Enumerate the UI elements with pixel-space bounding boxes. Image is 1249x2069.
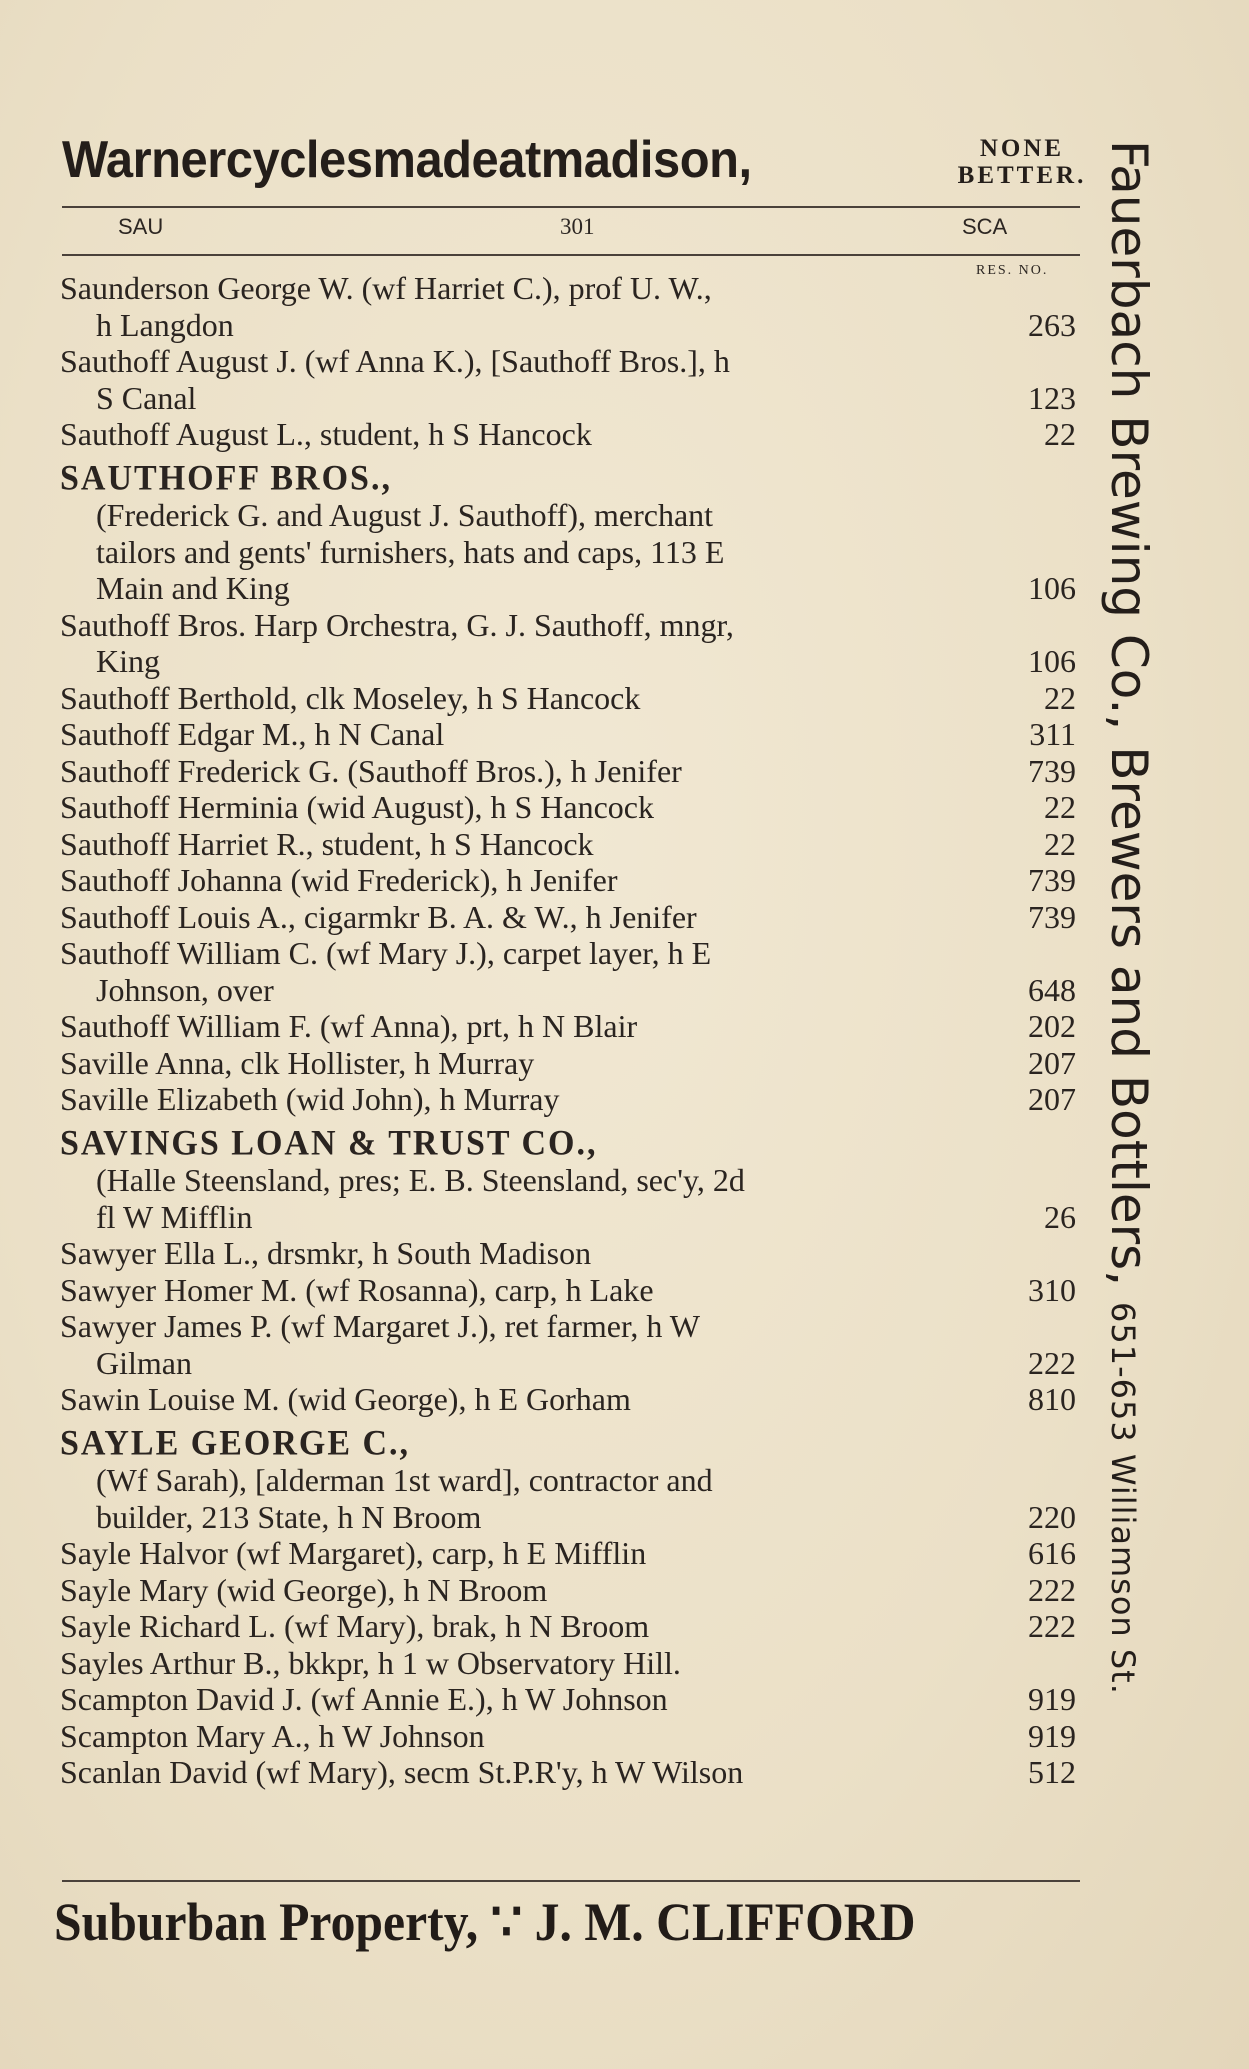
entry-text: Sayle Richard L. (wf Mary), brak, h N Broom bbox=[60, 1608, 650, 1644]
entry-text: SAUTHOFF BROS., bbox=[60, 458, 392, 498]
entry-text: Sauthoff Harriet R., student, h S Hancock bbox=[60, 825, 594, 862]
residence-number: 919 bbox=[1028, 1717, 1076, 1754]
residence-number: 616 bbox=[1028, 1535, 1076, 1571]
directory-entry-line bbox=[60, 643, 1080, 680]
entry-text: Sayle Halvor (wf Margaret), carp, h E Mifflin bbox=[60, 1535, 647, 1571]
entry-text: Sauthoff Louis A., cigarmkr B. A. & W., h Jenifer bbox=[60, 898, 697, 935]
top-ad-text: Warnercyclesmadeatmadison, bbox=[62, 131, 752, 189]
running-head-left: SAU bbox=[118, 214, 164, 239]
entry-text: S Canal bbox=[96, 379, 197, 416]
residence-number: 739 bbox=[1028, 752, 1076, 789]
residence-number: 106 bbox=[1028, 643, 1076, 679]
directory-entry-line bbox=[60, 1008, 1080, 1045]
entry-text: Johnson, over bbox=[96, 971, 274, 1008]
entry-text: Sauthoff August J. (wf Anna K.), [Sauthoff Bros.], h bbox=[60, 343, 730, 379]
entry-text: Sauthoff Frederick G. (Sauthoff Bros.), h Jenifer bbox=[60, 752, 682, 789]
residence-number: 648 bbox=[1028, 971, 1076, 1008]
directory-entry-line bbox=[60, 497, 1080, 534]
entry-text: Sauthoff Berthold, clk Moseley, h S Hancock bbox=[60, 679, 641, 716]
residence-number: 919 bbox=[1028, 1681, 1076, 1717]
directory-entry-line bbox=[60, 307, 1080, 344]
directory-entry-line bbox=[60, 1645, 1080, 1682]
entry-text: tailors and gents' furnishers, hats and caps, 113 E bbox=[96, 533, 725, 570]
directory-entry-line bbox=[60, 789, 1080, 826]
bottom-advertisement: Suburban Property, ∵ J. M. CLIFFORD bbox=[54, 1892, 916, 1952]
directory-entry-line bbox=[60, 1535, 1080, 1572]
directory-entry-line bbox=[60, 343, 1080, 380]
entry-text: Sauthoff Edgar M., h N Canal bbox=[60, 716, 445, 752]
directory-entry-line bbox=[60, 862, 1080, 899]
residence-number: 123 bbox=[1028, 379, 1076, 416]
footer-rule bbox=[62, 1880, 1080, 1882]
residence-number: 310 bbox=[1028, 1271, 1076, 1308]
directory-entry-line bbox=[60, 1345, 1080, 1382]
entry-text: (Halle Steensland, pres; E. B. Steensland, sec'y, 2d bbox=[96, 1162, 745, 1198]
entry-text: Sauthoff William C. (wf Mary J.), carpet layer, h E bbox=[60, 935, 712, 971]
entry-text: Sauthoff August L., student, h S Hancock bbox=[60, 416, 592, 452]
directory-entry-line bbox=[60, 1754, 1080, 1791]
entry-text: Saville Anna, clk Hollister, h Murray bbox=[60, 1044, 535, 1081]
entry-text: Scampton David J. (wf Annie E.), h W Johnson bbox=[60, 1681, 668, 1717]
directory-entry-line bbox=[60, 680, 1080, 717]
entry-text: builder, 213 State, h N Broom bbox=[96, 1498, 482, 1535]
residence-number: 512 bbox=[1028, 1754, 1076, 1790]
directory-entry-line bbox=[60, 1572, 1080, 1609]
directory-entry-line bbox=[60, 1608, 1080, 1645]
residence-number: 22 bbox=[1044, 789, 1076, 825]
residence-number: 22 bbox=[1044, 416, 1076, 452]
side-advertisement bbox=[1098, 140, 1158, 1980]
residence-number: 222 bbox=[1028, 1608, 1076, 1644]
top-advertisement bbox=[62, 130, 1087, 200]
directory-entry-line bbox=[60, 1308, 1080, 1345]
directory-entry-line bbox=[60, 534, 1080, 571]
directory-entry-line bbox=[60, 899, 1080, 936]
page-number: 301 bbox=[560, 214, 595, 239]
entry-text: Sauthoff Herminia (wid August), h S Hancock bbox=[60, 789, 654, 825]
entry-text: fl W Mifflin bbox=[96, 1198, 253, 1235]
directory-entry-line bbox=[60, 1162, 1080, 1199]
entry-text: SAYLE GEORGE C., bbox=[60, 1423, 411, 1463]
entry-text: Sayle Mary (wid George), h N Broom bbox=[60, 1571, 548, 1608]
header-rule-top bbox=[62, 206, 1080, 208]
directory-entry-line bbox=[60, 1681, 1080, 1718]
directory-entry-line bbox=[60, 1272, 1080, 1309]
directory-entry-line bbox=[60, 380, 1080, 417]
entry-text: h Langdon bbox=[96, 306, 234, 343]
residence-number: 22 bbox=[1044, 825, 1076, 862]
residence-number: 207 bbox=[1028, 1044, 1076, 1081]
directory-entry-line bbox=[60, 570, 1080, 607]
entry-text: Gilman bbox=[96, 1344, 192, 1381]
side-ad-name: Fauerbach Brewing Co., Brewers and Bottlers, bbox=[1100, 140, 1158, 1287]
entry-text: Sauthoff William F. (wf Anna), prt, h N Blair bbox=[60, 1008, 638, 1044]
entry-text: Sayles Arthur B., bkkpr, h 1 w Observatory Hill. bbox=[60, 1644, 681, 1681]
directory-entry-line bbox=[60, 270, 1080, 307]
motto-line-2: BETTER. bbox=[957, 162, 1087, 189]
residence-number: 26 bbox=[1044, 1198, 1076, 1235]
business-heading bbox=[60, 1423, 1080, 1463]
directory-entry-line bbox=[60, 753, 1080, 790]
residence-number: 22 bbox=[1044, 679, 1076, 716]
entry-text: Sauthoff Johanna (wid Frederick), h Jenifer bbox=[60, 862, 618, 898]
entry-text: Scampton Mary A., h W Johnson bbox=[60, 1717, 485, 1754]
header-rule-bottom bbox=[62, 254, 1080, 256]
motto-line-1: NONE bbox=[979, 135, 1065, 162]
entry-text: Sawyer Homer M. (wf Rosanna), carp, h Lake bbox=[60, 1271, 654, 1308]
side-ad-address: 651-653 Williamson St. bbox=[1104, 1302, 1142, 1695]
residence-number-column-label: RES. NO. bbox=[976, 263, 1049, 278]
directory-entry-line bbox=[60, 716, 1080, 753]
entry-text: (Frederick G. and August J. Sauthoff), merchant bbox=[96, 497, 714, 533]
residence-number: 106 bbox=[1028, 570, 1076, 606]
directory-entry-line bbox=[60, 1199, 1080, 1236]
entry-text: SAVINGS LOAN & TRUST CO., bbox=[60, 1123, 598, 1163]
directory-entry-line bbox=[60, 1499, 1080, 1536]
directory-entry-line bbox=[60, 1235, 1080, 1272]
residence-number: 222 bbox=[1028, 1571, 1076, 1608]
directory-entry-line bbox=[60, 416, 1080, 453]
directory-entry-line bbox=[60, 1045, 1080, 1082]
directory-entry-line bbox=[60, 1381, 1080, 1418]
residence-number: 220 bbox=[1028, 1498, 1076, 1535]
business-heading bbox=[60, 458, 1080, 498]
entry-text: Sawyer Ella L., drsmkr, h South Madison bbox=[60, 1235, 592, 1271]
residence-number: 311 bbox=[1029, 716, 1076, 752]
residence-number: 810 bbox=[1028, 1381, 1076, 1417]
running-head-right: SCA bbox=[962, 214, 1008, 239]
entry-text: Sawin Louise M. (wid George), h E Gorham bbox=[60, 1381, 631, 1417]
entry-text: King bbox=[96, 643, 160, 679]
entry-text: Sawyer James P. (wf Margaret J.), ret farmer, h W bbox=[60, 1308, 700, 1344]
entry-text: Saville Elizabeth (wid John), h Murray bbox=[60, 1081, 560, 1117]
entry-text: (Wf Sarah), [alderman 1st ward], contractor and bbox=[96, 1462, 713, 1498]
directory-entry-line bbox=[60, 1081, 1080, 1118]
directory-entry-line bbox=[60, 826, 1080, 863]
residence-number: 739 bbox=[1028, 898, 1076, 935]
residence-number: 263 bbox=[1028, 306, 1076, 343]
residence-number: 207 bbox=[1028, 1081, 1076, 1117]
entry-text: Sauthoff Bros. Harp Orchestra, G. J. Sauthoff, mngr, bbox=[60, 606, 734, 643]
directory-entries bbox=[60, 270, 1080, 1791]
directory-entry-line bbox=[60, 935, 1080, 972]
residence-number: 202 bbox=[1028, 1008, 1076, 1044]
residence-number: 739 bbox=[1028, 862, 1076, 898]
directory-entry-line bbox=[60, 1718, 1080, 1755]
directory-entry-line bbox=[60, 607, 1080, 644]
entry-text: Scanlan David (wf Mary), secm St.P.R'y, h W Wilson bbox=[60, 1754, 744, 1790]
side-ad-text bbox=[1100, 140, 1158, 1695]
residence-number: 222 bbox=[1028, 1344, 1076, 1381]
entry-text: Main and King bbox=[96, 570, 290, 606]
business-heading bbox=[60, 1123, 1080, 1163]
entry-text: Saunderson George W. (wf Harriet C.), prof U. W., bbox=[60, 270, 712, 306]
directory-entry-line bbox=[60, 972, 1080, 1009]
directory-entry-line bbox=[60, 1462, 1080, 1499]
